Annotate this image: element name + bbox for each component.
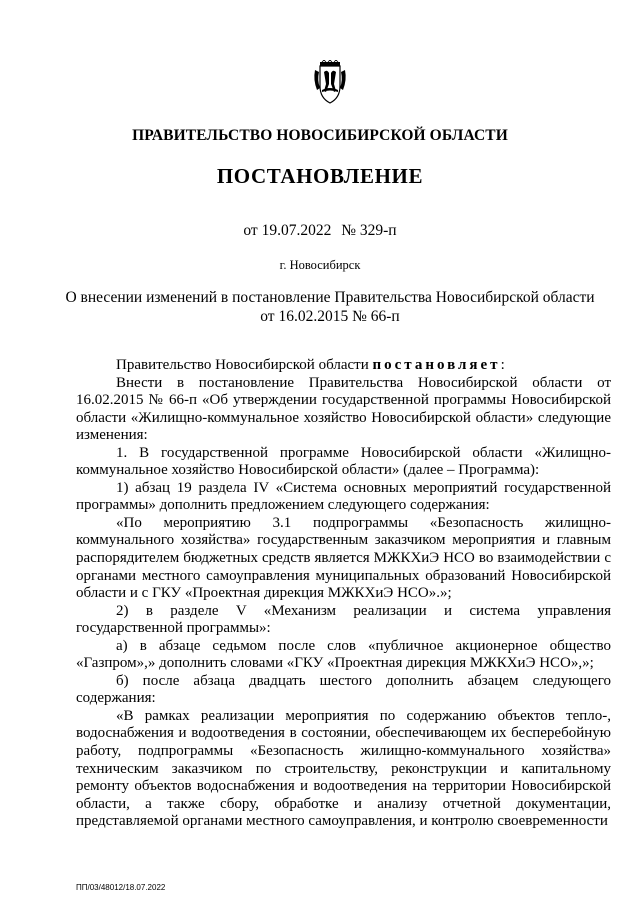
- document-footer-code: ПП/03/48012/18.07.2022: [76, 883, 166, 892]
- document-body: [76, 357, 611, 831]
- paragraph: 1. В государственной программе Новосибирской области «Жилищно-коммунальное хозяйство Новосибирской области» (далее – Программа):: [76, 444, 611, 479]
- government-name: ПРАВИТЕЛЬСТВО НОВОСИБИРСКОЙ ОБЛАСТИ: [132, 127, 508, 144]
- paragraph: б) после абзаца двадцать шестого дополнить абзацем следующего содержания:: [76, 672, 611, 707]
- coat-of-arms-icon: [312, 60, 348, 106]
- paragraph: «По мероприятию 3.1 подпрограммы «Безопасность жилищно-коммунального хозяйства» государственным заказчиком мероприятия и главным распорядителем бюджетных средств является МЖКХиЭ НСО во взаимодействии с органами местного самоуправления муниципальных образований Новосибирской области и с ГКУ «Проектная дирекция МЖКХиЭ НСО».»;: [76, 514, 611, 602]
- paragraph: 1) абзац 19 раздела IV «Система основных мероприятий государственной программы» дополнить предложением следующего содержания:: [76, 479, 611, 514]
- document-date-number: [0, 222, 640, 240]
- paragraph: 2) в разделе V «Механизм реализации и система управления государственной программы»:: [76, 602, 611, 637]
- document-number: № 329-п: [341, 222, 397, 239]
- subject-line-1: О внесении изменений в постановление Правительства Новосибирской области: [65, 289, 595, 306]
- subject-line-2: от 16.02.2015 № 66-п: [260, 307, 400, 325]
- document-subject: [60, 289, 600, 326]
- document-date: от 19.07.2022: [243, 222, 332, 239]
- document-city: г. Новосибирск: [279, 258, 361, 272]
- paragraph: «В рамках реализации мероприятия по содержанию объектов тепло-, водоснабжения и водоотведения в состоянии, обеспечивающем их бесперебойную работу, подпрограммы «Безопасность жилищно-коммунального хозяйства» техническим заказчиком по строительству, реконструкции и капитальному ремонту объектов водоснабжения и водоотведения на территории Новосибирской области, а также сбору, обработке и анализу отчетной документации, представляемой органами местного самоуправления, и контролю своевременности: [76, 707, 611, 830]
- preamble-end: :: [500, 357, 505, 373]
- preamble-keyword: постановляет: [372, 357, 501, 373]
- paragraph: а) в абзаце седьмом после слов «публичное акционерное общество «Газпром»,» дополнить словами «ГКУ «Проектная дирекция МЖКХиЭ НСО»,»;: [76, 637, 611, 672]
- paragraph: Внести в постановление Правительства Новосибирской области от 16.02.2015 № 66-п «Об утверждении государственной программы Новосибирской области «Жилищно-коммунальное хозяйство Новосибирской области» следующие изменения:: [76, 374, 611, 444]
- preamble-paragraph: [76, 357, 611, 375]
- preamble-start: Правительство Новосибирской области: [116, 357, 369, 373]
- document-type-title: ПОСТАНОВЛЕНИЕ: [216, 164, 424, 188]
